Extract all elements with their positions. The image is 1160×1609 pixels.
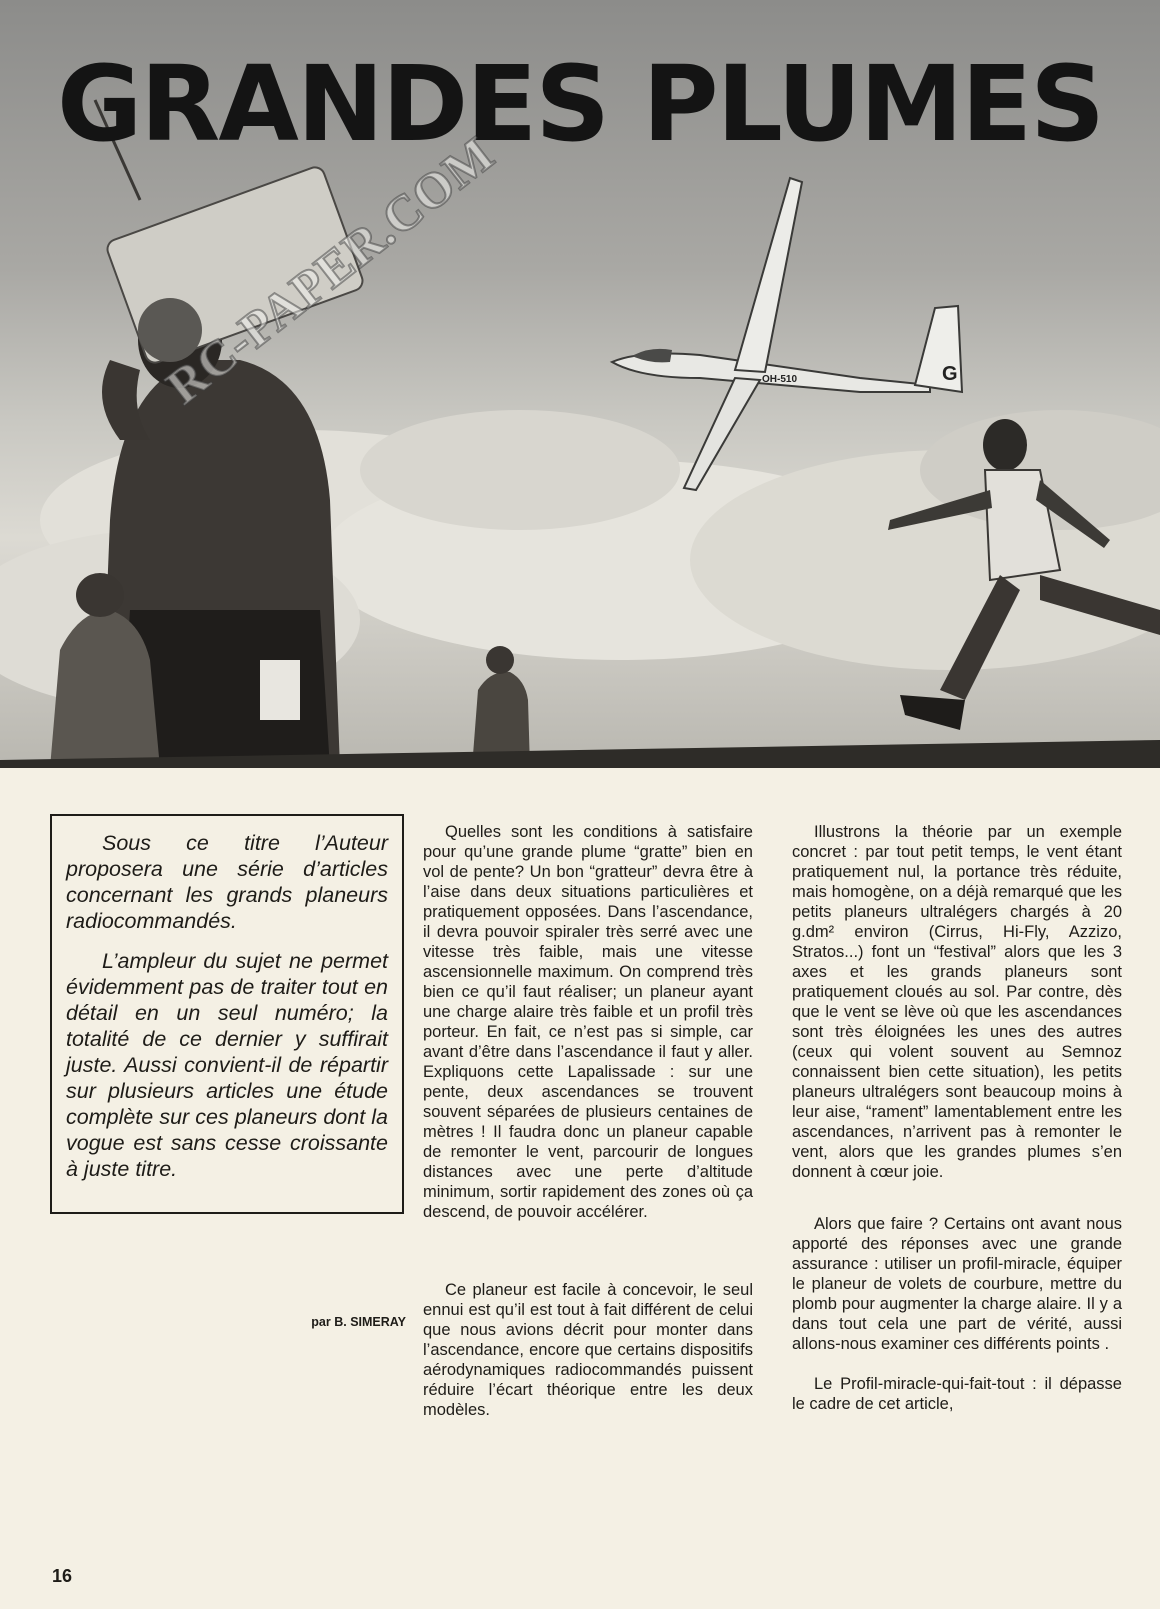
column-middle xyxy=(423,822,753,1420)
body-paragraph: Alors que faire ? Certains ont avant nous apporté des réponses avec une grande assurance : utiliser un profil-miracle, équiper le planeur de volets de courbure, mettre du plomb pour augmenter la charge alaire. Il y a dans tout cela une part de vérité, aussi allons-nous examiner ces différents points . xyxy=(792,1215,1122,1353)
intro-paragraph: Sous ce titre l’Auteur proposera une série d’articles concernant les grands planeurs radiocommandés. xyxy=(66,831,388,933)
hero-photo xyxy=(0,0,1160,768)
column-right xyxy=(792,822,1122,1414)
byline: par B. SIMERAY xyxy=(311,1315,406,1329)
body-paragraph: Le Profil-miracle-qui-fait-tout : il dépasse le cadre de cet article, xyxy=(792,1375,1122,1413)
body-paragraph: Ce planeur est facile à concevoir, le seul ennui est qu’il est tout à fait différent de celui que nous avions décrit pour monter dans l’ascendance, encore que certains dispositifs aérodynamiques radiocommandés puissent réduire l’écart théorique entre les deux modèles. xyxy=(423,1281,753,1419)
tail-letter: G xyxy=(942,363,958,385)
body-paragraph: Quelles sont les conditions à satisfaire pour qu’une grande plume “gratte” bien en vol de pente? Un bon “gratteur” devra être à l’aise dans deux situations particulières et pratiquement opposées. Dans l’ascendance, il devra pouvoir spiraler très serré avec une vitesse très faible, mais une vitesse ascensionnelle maximum. On comprend très bien ce qu’il faut réaliser; un planeur ayant une charge alaire très faible et un profil très porteur. En fait, ce n’est pas si simple, car avant d’être dans l’ascendance il faut y aller. Expliquons cette Lapalissade : sur une pente, deux ascendances se trouvent souvent séparées de plusieurs centaines de mètres ! Il faudra donc un planeur capable de remonter le vent, parcourir de longues distances avec une perte d’altitude minimum, sortir rapidement des zones où ça descend, de pouvoir accélérer. xyxy=(423,823,753,1221)
body-paragraph: Illustrons la théorie par un exemple concret : par tout petit temps, le vent étant pratiquement nul, la portance très réduite, mais homogène, on a déjà remarqué que les petits planeurs ultralégers chargés à 20 g.dm² environ (Cirrus, Hi-Fly, Azzizo, Stratos...) font un “festival” alors que les 3 axes et les grands planeurs sont pratiquement cloués au sol. Par contre, dès que le vent se lève où que les ascendances sont très éloignées les unes des autres (ceux qui volent souvent au Semnoz connaissent bien cette situation), les petits planeurs ultralégers sont beaucoup moins à leur aise, “rament” lamentablement entre les ascendances, n’arrivent pas à remonter le vent, alors que les grandes plumes s’en donnent à cœur joie. xyxy=(792,823,1122,1181)
intro-box xyxy=(50,814,404,1214)
watermark: RC-PAPER.COM xyxy=(155,125,505,415)
page-title: GRANDES PLUMES xyxy=(56,43,1104,165)
intro-paragraph: L’ampleur du sujet ne permet évidemment pas de traiter tout en détail en un seul numéro; la totalité de ce dernier y suffirait juste. Aussi convient-il de répartir sur plusieurs articles une étude complète sur ces planeurs dont la vogue est sans cesse croissante à juste titre. xyxy=(66,949,388,1181)
page-number: 16 xyxy=(52,1566,73,1586)
glider-registration: OH-510 xyxy=(762,374,798,385)
glider xyxy=(612,178,962,490)
